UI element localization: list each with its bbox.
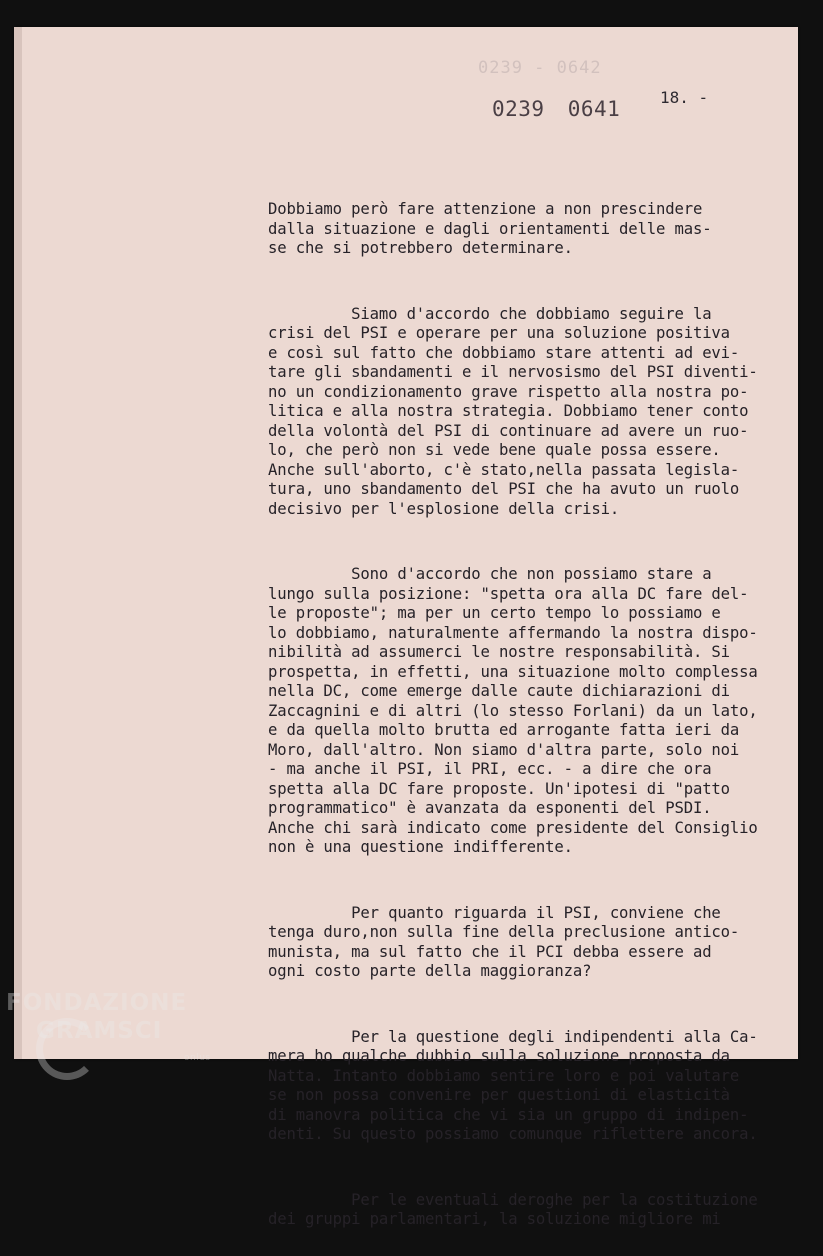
watermark-g-logo-icon [36, 1018, 98, 1080]
watermark-line2: GRAMSCI [36, 1018, 163, 1044]
paragraph: Sono d'accordo che non possiamo stare a lungo sulla posizione: "spetta ora alla DC fare del- le proposte"; ma per un certo tempo lo possiamo e lo dobbiamo, naturalmente affermando la nostra dispo- nibilità ad assumerci le nostre responsabilità. Si prospetta, in effetti, una situazione molto complessa nella DC, come emerge dalle caute dichiarazioni di Zaccagnini e di altri (lo stesso Forlani) da un lato, e da quella molto brutta ed arrogante fatta ieri da Moro, dall'altro. Non siamo d'altra parte, solo noi - ma anche il PSI, il PRI, ecc. - a dire che ora spetta alla DC fare proposte. Un'ipotesi di "patto programmatico" è avanzata da esponenti del PSDI. Anche chi sarà indicato come presidente del Consiglio non è una questione indifferente. [268, 565, 758, 856]
typewritten-body [268, 161, 788, 1256]
paragraph: Siamo d'accordo che dobbiamo seguire la crisi del PSI e operare per una soluzione positiva e così sul fatto che dobbiamo stare attenti ad evi- tare gli sbandamenti e il nervosismo del PSI diventi- no un condizionamento grave rispetto alla nostra po- litica e alla nostra strategia. Dobbiamo tener conto della volontà del PSI di continuare ad avere un ruo- lo, che però non si vede bene quale possa essere. Anche sull'aborto, c'è stato,nella passata legisla- tura, uno sbandamento del PSI che ha avuto un ruolo decisivo per l'esplosione della crisi. [268, 304, 758, 518]
watermark-suffix: onlus [184, 1053, 211, 1063]
page-edge [14, 27, 22, 1059]
watermark-line1: FONDAZIONE [6, 990, 188, 1016]
fondazione-gramsci-watermark [6, 990, 211, 1063]
page-number: 18. - [660, 88, 709, 107]
faint-archive-reference: 0239 - 0642 [478, 58, 602, 78]
paragraph: Per le eventuali deroghe per la costituzione dei gruppi parlamentari, la soluzione migliore mi [268, 1190, 758, 1228]
paragraph: Dobbiamo però fare attenzione a non prescindere dalla situazione e dagli orientamenti delle mas- se che si potrebbero determinare. [268, 200, 712, 257]
paragraph: Per la questione degli indipendenti alla Ca- mera ho qualche dubbio sulla soluzione proposta da Natta. Intanto dobbiamo sentire loro e poi valutare se non possa convenire per questioni di elasticità di manovra politica che vi sia un gruppo di indipen- denti. Su questo possiamo comunque riflettere ancora. [268, 1027, 758, 1143]
paragraph: Per quanto riguarda il PSI, conviene che tenga duro,non sulla fine della preclusione antico- munista, ma sul fatto che il PCI debba essere ad ogni costo parte della maggioranza? [268, 903, 740, 980]
archive-number: 0239 0641 [492, 97, 621, 121]
